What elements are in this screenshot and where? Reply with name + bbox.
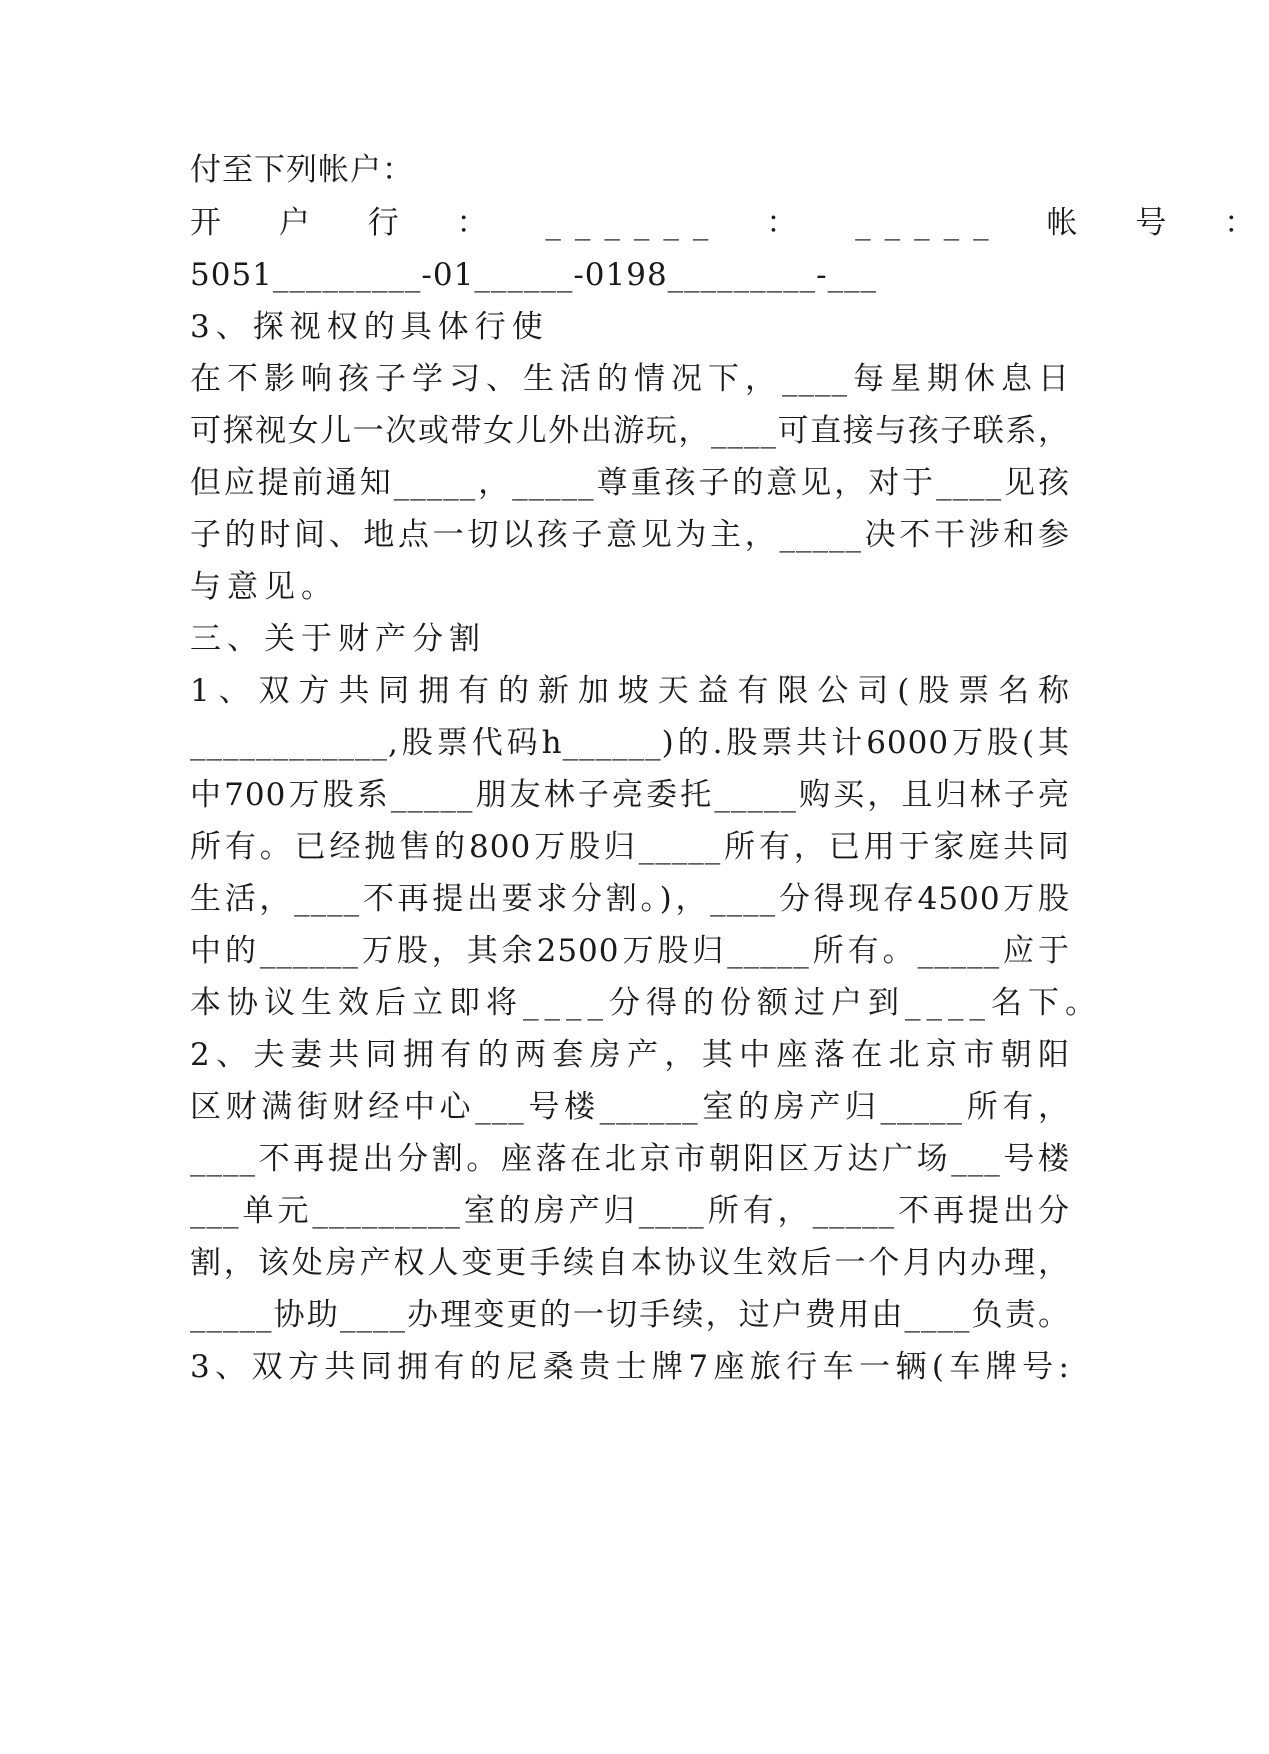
paragraph-line: 1、双方共同拥有的新加坡天益有限公司(股票名称 — [190, 673, 1070, 709]
paragraph-line: 但应提前通知_____，_____尊重孩子的意见，对于____见孩 — [190, 465, 1070, 501]
paragraph-line: 3、双方共同拥有的尼桑贵士牌7座旅行车一辆(车牌号: — [190, 1349, 1070, 1385]
paragraph-line: 区财满街财经中心___号楼______室的房产归_____所有， — [190, 1089, 1070, 1125]
paragraph-line: 生活，____不再提出要求分割。)，____分得现存4500万股 — [190, 881, 1070, 917]
paragraph-line: ____________,股票代码h______)的.股票共计6000万股(其 — [190, 725, 1070, 761]
section-heading-property: 三、关于财产分割 — [190, 621, 486, 657]
paragraph-line: ___单元_________室的房产归____所有，_____不再提出分 — [190, 1193, 1070, 1229]
paragraph-line: 子的时间、地点一切以孩子意见为主，_____决不干涉和参 — [190, 517, 1070, 553]
text-line-1: 付至下列帐户： — [190, 152, 414, 188]
paragraph-line: 在不影响孩子学习、生活的情况下，____每星期休息日 — [190, 361, 1070, 397]
paragraph-line: 中700万股系_____朋友林子亮委托_____购买，且归林子亮 — [190, 777, 1070, 813]
paragraph-line: ____不再提出分割。座落在北京市朝阳区万达广场___号楼 — [190, 1141, 1070, 1177]
paragraph-line: 本协议生效后立即将____分得的份额过户到____名下。 — [190, 985, 1102, 1021]
text-line-3-account-number: 5051_________-01______-0198_________-___ — [190, 257, 878, 293]
paragraph-line: 2、夫妻共同拥有的两套房产，其中座落在北京市朝阳 — [190, 1037, 1070, 1073]
paragraph-line: 中的______万股，其余2500万股归_____所有。_____应于 — [190, 933, 1070, 969]
paragraph-line: 所有。已经抛售的800万股归_____所有，已用于家庭共同 — [190, 829, 1070, 865]
paragraph-line: 与意见。 — [190, 569, 338, 605]
paragraph-line: 可探视女儿一次或带女儿外出游玩，____可直接与孩子联系， — [190, 413, 1070, 449]
section-heading-visitation: 3、探视权的具体行使 — [190, 309, 549, 345]
paragraph-line: _____协助____办理变更的一切手续，过户费用由____负责。 — [190, 1297, 1070, 1333]
text-line-2-bank-account: 开 户 行 ： ______ ： _____ 帐 号 ： — [190, 205, 1269, 241]
paragraph-line: 割，该处房产权人变更手续自本协议生效后一个月内办理， — [190, 1245, 1070, 1281]
